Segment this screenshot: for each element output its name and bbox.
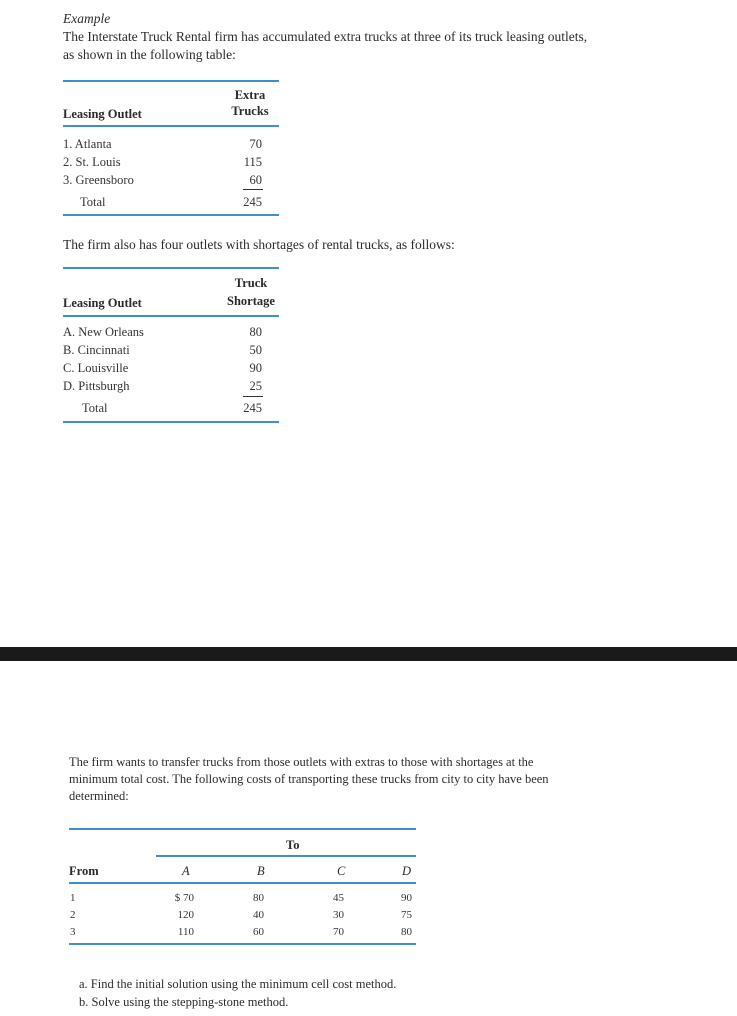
intro-line-2: as shown in the following table:: [63, 47, 236, 62]
sum-rule: [243, 396, 263, 397]
intro-line-1: The Interstate Truck Rental firm has accumulated extra trucks at three of its truck leasing outlets,: [63, 29, 588, 44]
table-row: A. New Orleans: [63, 325, 144, 339]
transfer-line-2: minimum total cost. The following costs of transporting these trucks from city to city have been: [69, 772, 549, 786]
col-header-a: A: [182, 864, 190, 878]
shortage-intro: The firm also has four outlets with shortages of rental trucks, as follows:: [63, 237, 455, 252]
cost-table-bottom-rule: [69, 943, 416, 945]
table1-top-rule: [63, 80, 279, 82]
table-cell: 115: [243, 155, 262, 169]
cost-cell: 90: [401, 892, 412, 904]
table-row: D. Pittsburgh: [63, 379, 130, 393]
cost-cell: 60: [253, 926, 264, 938]
table1-col1-header: Leasing Outlet: [63, 107, 142, 121]
total-label: Total: [82, 401, 108, 415]
cost-table-top-rule: [69, 828, 416, 830]
table-row: C. Louisville: [63, 361, 129, 375]
table-row: B. Cincinnati: [63, 343, 130, 357]
total-label: Total: [80, 195, 106, 209]
cost-cell: 110: [177, 926, 194, 938]
sum-rule: [243, 189, 263, 190]
col-header-b: B: [257, 864, 265, 878]
total-value: 245: [243, 401, 262, 415]
table2-bottom-rule: [63, 421, 279, 423]
col-header-c: C: [337, 864, 346, 878]
table-row: 2. St. Louis: [63, 155, 121, 169]
cost-cell: 45: [333, 892, 344, 904]
table1-header-rule: [63, 125, 279, 127]
cost-table-header-rule: [69, 882, 416, 884]
table-cell: 80: [249, 325, 262, 339]
table1-col2-header-line2: Trucks: [231, 104, 269, 118]
col-header-d: D: [402, 864, 412, 878]
table1-bottom-rule: [63, 214, 279, 216]
cost-cell: 30: [333, 909, 344, 921]
cost-cell: 75: [401, 909, 412, 921]
cost-cell: 70: [333, 926, 344, 938]
table-cell: 25: [249, 379, 262, 393]
question-a: a. Find the initial solution using the minimum cell cost method.: [79, 977, 397, 991]
from-label: From: [69, 864, 99, 878]
table-cell: 70: [249, 137, 262, 151]
transfer-line-1: The firm wants to transfer trucks from those outlets with extras to those with shortages at the: [69, 755, 534, 769]
table-row: 1. Atlanta: [63, 137, 112, 151]
table2-top-rule: [63, 267, 279, 269]
cost-cell: $ 70: [174, 892, 194, 904]
table-cell: 60: [249, 173, 262, 187]
table1-col2-header-line1: Extra: [234, 88, 266, 102]
cost-cell: 80: [401, 926, 412, 938]
table2-header-rule: [63, 315, 279, 317]
from-label-1: 1: [70, 892, 76, 904]
questions: [79, 975, 396, 1011]
transfer-line-3: determined:: [69, 789, 129, 803]
page-divider: [0, 647, 737, 661]
to-label: To: [286, 838, 300, 852]
cost-cell: 80: [253, 892, 264, 904]
to-rule: [156, 855, 416, 857]
table2-col1-header: Leasing Outlet: [63, 296, 142, 310]
cost-cell: 40: [253, 909, 264, 921]
from-label-2: 2: [70, 909, 76, 921]
example-label: Example: [63, 11, 111, 26]
table2-col2-header-line1: Truck: [234, 276, 268, 290]
table-cell: 90: [249, 361, 262, 375]
cost-cell: 120: [177, 909, 194, 921]
transfer-paragraph: [69, 754, 549, 805]
question-b: b. Solve using the stepping-stone method.: [79, 995, 289, 1009]
table-cell: 50: [249, 343, 262, 357]
table-row: 3. Greensboro: [63, 173, 134, 187]
total-value: 245: [243, 195, 262, 209]
from-label-3: 3: [70, 926, 76, 938]
table2-col2-header-line2: Shortage: [227, 294, 275, 308]
